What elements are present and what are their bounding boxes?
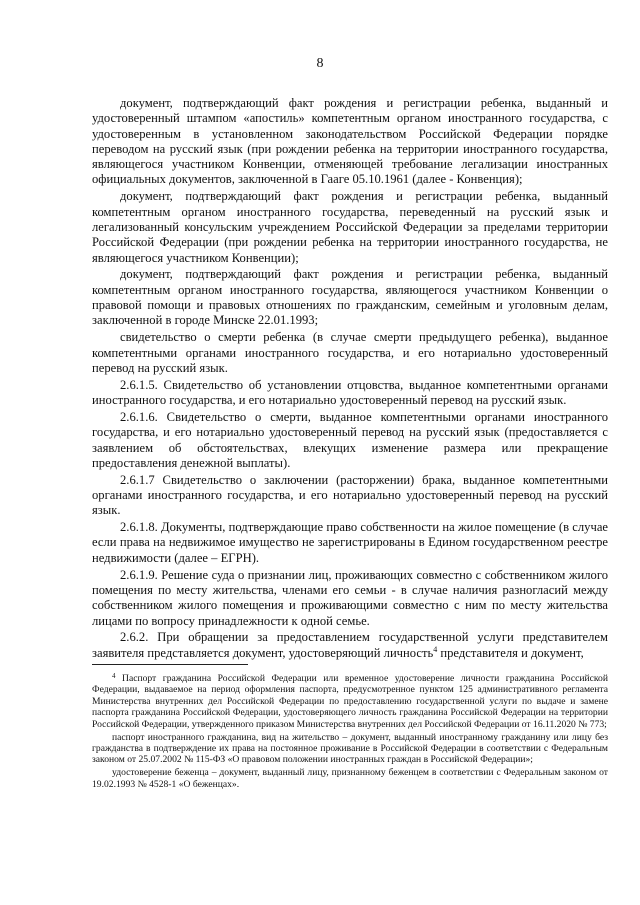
paragraph-legalized-document: документ, подтверждающий факт рождения и регистрации ребенка, выданный компетентным органом иностранного государства, переведенный на русский язык и легализованный консульским учреждением Российской Федерации за пределами территории Российской Федерации (при рождении ребенка на территории иностранного государства, не являющегося участником Конвенции);	[92, 189, 608, 265]
footnote-separator	[92, 664, 248, 665]
paragraph-2-6-2	[92, 630, 608, 661]
paragraph-2-6-1-8: 2.6.1.8. Документы, подтверждающие право собственности на жилое помещение (в случае если права на недвижимое имущество не зарегистрированы в Едином государственном реестре недвижимости (далее – ЕГРН).	[92, 520, 608, 565]
paragraph-2-6-1-7: 2.6.1.7 Свидетельство о заключении (расторжении) брака, выданное компетентными органами иностранного государства, и его нотариально удостоверенный перевод на русский язык.	[92, 472, 608, 518]
paragraph-apostille-document: документ, подтверждающий факт рождения и регистрации ребенка, выданный и удостоверенный штампом «апостиль» компетентным органом иностранного государства, с удостоверенным в установленном законодательством Российской Федерации порядке переводом на русский язык (при рождении ребенка на территории иностранного государства, являющегося участником Конвенции, отменяющей требование легализации иностранных официальных документов, заключенной в Гааге 05.10.1961 (далее - Конвенция);	[92, 96, 608, 187]
footnotes	[92, 671, 608, 792]
footnote-reference: 4	[433, 644, 438, 654]
paragraph-2-6-2-text: 2.6.2. При обращении за предоставлением государственной услуги представителем заявителя представляется документ, удостоверяющий личность	[92, 630, 608, 660]
footnote-foreign-passport: паспорт иностранного гражданина, вид на жительство – документ, выданный иностранному гражданину или лицу без гражданства в подтверждение их права на постоянное проживание в Российской Федерации в соответствии с Федеральным законом от 25.07.2002 № 115-ФЗ «О правовом положении иностранных граждан в Российской Федерации»;	[92, 731, 608, 766]
paragraph-2-6-2-continuation: представителя и документ,	[437, 645, 584, 660]
footnote-passport-text: Паспорт гражданина Российской Федерации или временное удостоверение личности гражданина Российской Федерации, выдаваемое на период оформления паспорта, предусмотренное пунктом 125 административного регламента Министерства внутренних дел Российской Федерации по предоставлению государственной услуги по выдаче и замене паспорта гражданина Российской Федерации, удостоверяющего личность гражданина Российской Федерации на территории Российской Федерации, утвержденного приказом Министерства внутренних дел Российской Федерации от 16.11.2020 № 773;	[92, 673, 608, 730]
body-text	[92, 96, 608, 663]
paragraph-minsk-convention-document: документ, подтверждающий факт рождения и регистрации ребенка, выданный компетентным органом иностранного государства, являющегося участником Конвенции о правовой помощи и правовых отношениях по гражданским, семейным и уголовным делам, заключенной в городе Минске 22.01.1993;	[92, 267, 608, 328]
paragraph-2-6-1-6: 2.6.1.6. Свидетельство о смерти, выданное компетентными органами иностранного государства, и его нотариально удостоверенный перевод на русский язык (предоставляется с заявлением об обстоятельствах, влекущих изменение размера или прекращение предоставления денежной выплаты).	[92, 409, 608, 470]
page-number: 8	[316, 56, 324, 71]
paragraph-2-6-1-9: 2.6.1.9. Решение суда о признании лиц, проживающих совместно с собственником жилого помещения по месту жительства, членами его семьи - в случае наличия разногласий между собственником жилого помещения и проживающими совместно с ним по месту жительства лицами по вопросу принадлежности к одной семье.	[92, 567, 608, 628]
footnote-mark: 4	[112, 672, 116, 680]
paragraph-2-6-1-5: 2.6.1.5. Свидетельство об установлении отцовства, выданное компетентными органами иностранного государства, и его нотариально удостоверенный перевод на русский язык.	[92, 377, 608, 408]
paragraph-death-certificate-child: свидетельство о смерти ребенка (в случае смерти предыдущего ребенка), выданное компетентными органами иностранного государства, и его нотариально удостоверенный перевод на русский язык.	[92, 330, 608, 375]
footnote-refugee-certificate: удостоверение беженца – документ, выданный лицу, признанному беженцем в соответствии с Федеральным законом от 19.02.1993 № 4528-1 «О беженцах».	[92, 767, 608, 790]
footnote-passport	[92, 671, 608, 730]
